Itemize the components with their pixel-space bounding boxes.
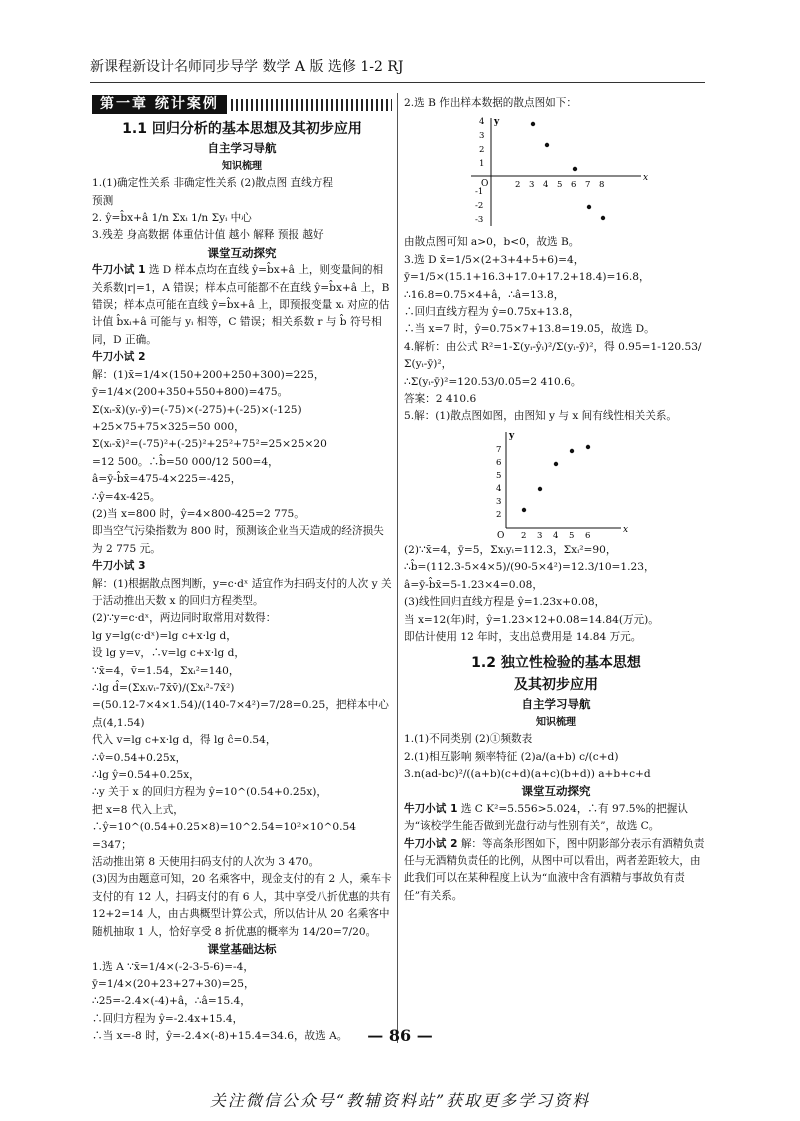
tick-x: 2 xyxy=(521,530,527,540)
page-number: — 86 — xyxy=(367,1026,433,1045)
subheading-knowledge: 知识梳理 xyxy=(222,160,262,172)
text-line: ȳ=1/5×(15.1+16.3+17.0+17.2+18.4)=16.8， xyxy=(404,271,650,284)
text-line: ∵x̄=4，v̄=1.54，Σxᵢ²=140， xyxy=(92,664,240,677)
text-line: ∴lg d̂=(Σxᵢvᵢ-7x̄v̄)/(Σxᵢ²-7x̄²) xyxy=(92,682,235,694)
tick-x: 6 xyxy=(571,180,577,191)
text-line: 代入 v=lg c+x·lg d，得 lg ĉ=0.54， xyxy=(92,734,277,747)
text-line: 活动推出第 8 天使用扫码支付的人次为 3 470。 xyxy=(92,856,320,869)
tick-y: -3 xyxy=(475,215,484,226)
tick-y: 2 xyxy=(496,509,502,520)
axis-y-label: y xyxy=(509,430,515,441)
section-title-1-1: 1.1 回归分析的基本思想及其初步应用 xyxy=(122,121,362,138)
tick-x: 5 xyxy=(569,530,575,540)
section-title-1-2b: 及其初步应用 xyxy=(514,677,598,694)
text-line: 3.n(ad-bc)²/((a+b)(c+d)(a+c)(b+d)) a+b+c+d xyxy=(404,767,651,780)
text-line: (2)当 x=800 时，ŷ=4×800-425=2 775。 xyxy=(92,507,305,520)
text-line: 4.解析：由公式 R²=1-Σ(yᵢ-ŷᵢ)²/Σ(yᵢ-ȳ)²，得 0.95=1-120.53/Σ(yᵢ-ȳ)²， xyxy=(404,340,702,371)
text-line: 即当空气污染指数为 800 时，预测该企业当天造成的经济损失为 2 775 元。 xyxy=(92,525,384,555)
data-point xyxy=(587,205,591,209)
text-line: ȳ=1/4×(200+350+550+800)=475。 xyxy=(92,386,289,399)
tick-y: 6 xyxy=(496,457,502,468)
text-line: 1.(1)确定性关系 非确定性关系 (2)散点图 直线方程 xyxy=(92,177,333,190)
tick-x: 8 xyxy=(599,180,605,191)
text-line: (3)因为由题意可知，20 名乘客中，现金支付的有 2 人，乘车卡支付的有 12 人，扫码支付的有 6 人，其中享受八折优惠的共有 12+2=14 人，由古典概型计算公式，所以估计从 20 名乘客中随机抽取 1 人，恰好享受 8 折优惠的概率为 14/20=7/20。 xyxy=(92,873,392,938)
trial-n1-label: 牛刀小试 1 xyxy=(404,802,458,815)
text-line: ∴回归直线方程为 ŷ=0.75x+13.8， xyxy=(404,306,580,319)
data-point xyxy=(586,445,590,449)
trial-2 xyxy=(92,349,392,366)
text-line: 3.残差 身高数据 体重估计值 越小 解释 预报 越好 xyxy=(92,229,324,242)
axis-y-label: y xyxy=(494,117,500,128)
scatter-plot-1 xyxy=(461,114,651,232)
tick-y: 2 xyxy=(479,145,485,156)
section-title-1-2a: 1.2 独立性检验的基本思想 xyxy=(471,655,641,672)
text-line: 1.(1)不同类别 (2)①频数表 xyxy=(404,733,533,746)
data-point xyxy=(531,122,535,126)
axis-x-label: x xyxy=(643,173,649,184)
trial-2-label: 牛刀小试 2 xyxy=(92,351,146,364)
tick-y: 5 xyxy=(496,470,502,481)
text-line: 当 x=12(年)时，ŷ=1.23×12+0.08=14.84(万元)。 xyxy=(404,613,659,626)
subheading-basics: 课堂基础达标 xyxy=(207,942,277,957)
text-line: ∴当 x=7 时，ŷ=0.75×7+13.8=19.05，故选 D。 xyxy=(404,323,655,336)
right-column xyxy=(404,95,708,905)
text-line: ∴16.8=0.75×4+â，∴â=13.8， xyxy=(404,288,565,301)
text-line: 把 x=8 代入上式，∴ŷ=10^(0.54+0.25×8)=10^2.54=10²×10^0.54 xyxy=(92,803,356,834)
text-line: 1.选 A ∵x̄=1/4×(-2-3-5-6)=-4， xyxy=(92,960,254,973)
q2-text: 2.选 B 作出样本数据的散点图如下： xyxy=(404,97,577,109)
tick-y: 1 xyxy=(479,159,485,170)
tick-x: 7 xyxy=(585,180,591,191)
text-line: (3)线性回归直线方程是 ŷ=1.23x+0.08， xyxy=(404,596,606,609)
tick-x: 5 xyxy=(557,180,563,191)
page-header: 新课程新设计名师同步导学 数学 A 版 选修 1-2 RJ xyxy=(90,56,705,83)
tick-x: 4 xyxy=(553,530,559,540)
text-line: ∴回归方程为 ŷ=-2.4x+15.4， xyxy=(92,1012,244,1025)
text-line: 解：(1)根据散点图判断，y=c·dˣ 适宜作为扫码支付的人次 y 关于活动推出天数 x 的回归方程类型。 xyxy=(92,577,392,607)
origin-label: O xyxy=(481,179,489,190)
text-line: Σ(xᵢ-x̄)(yᵢ-ȳ)=(-75)×(-275)+(-25)×(-125) xyxy=(92,403,302,416)
tick-y: 4 xyxy=(496,483,502,494)
tick-y: 3 xyxy=(479,131,485,142)
tick-x: 3 xyxy=(537,530,543,540)
tick-x: 4 xyxy=(543,180,549,191)
text-line: 预测 xyxy=(92,194,114,207)
tick-x: 3 xyxy=(529,180,535,191)
text-line: ∴y 关于 x 的回归方程为 ŷ=10^(0.54+0.25x)， xyxy=(92,786,328,799)
subheading-self-study-2: 自主学习导航 xyxy=(521,697,591,712)
q5-lines xyxy=(404,542,708,646)
text-line: (2)∵y=c·dˣ，两边同时取常用对数得： xyxy=(92,612,277,625)
text-line: 答案：2 410.6 xyxy=(404,393,477,406)
data-point xyxy=(545,143,549,147)
tick-y: 7 xyxy=(496,444,502,455)
chapter-heading xyxy=(92,95,392,114)
text-line: +25×75+75×325=50 000， xyxy=(92,420,245,433)
data-point xyxy=(601,216,605,220)
tick-x: 6 xyxy=(585,530,591,540)
data-point xyxy=(570,449,574,453)
trial-3-label: 牛刀小试 3 xyxy=(92,560,146,573)
subheading-classroom: 课堂互动探究 xyxy=(207,245,277,260)
text-line: 解：(1)x̄=1/4×(150+200+250+300)=225， xyxy=(92,368,325,381)
scatter-plot-2 xyxy=(481,428,631,540)
axis-x-label: x xyxy=(623,524,629,535)
column-divider xyxy=(397,93,398,1043)
text-line: 即估计使用 12 年时，支出总费用是 14.84 万元。 xyxy=(404,630,642,643)
q2-conclusion: 由散点图可知 a>0，b<0，故选 B。 xyxy=(404,236,580,249)
trial-1-text: 选 D 样本点均在直线 ŷ=b̂x+â 上，则变量间的相关系数|r|=1，A 错误；样本点可能都不在直线 ŷ=b̂x+â 上，B 错误；样本点可能在直线 ŷ=b̂x+â 上，即预报变量 xᵢ 对应的估计值 b̂xᵢ+â 可能与 yᵢ 相等，C 错误；相关系数 r 与 b̂ 符号相同，D 正确。 xyxy=(92,264,390,346)
text-line: =12 500。∴b̂=50 000/12 500=4， xyxy=(92,455,279,468)
data-point xyxy=(554,462,558,466)
trial-n2-label: 牛刀小试 2 xyxy=(404,837,458,850)
text-line: ∴ŷ=4x-425。 xyxy=(92,490,161,503)
text-line: 5.解：(1)散点图如图，由图知 y 与 x 间有线性相关关系。 xyxy=(404,410,678,423)
trial-n2 xyxy=(404,836,708,906)
trial-n1-text: 选 C K²=5.556>5.024，∴有 97.5%的把握认为“该校学生能否做到光盘行动与性别有关”，故选 C。 xyxy=(404,802,688,833)
trial-n2-text: 解：等高条形图如下，图中阴影部分表示有酒精负责任与无酒精负责任的比例，从图中可以看出，两者差距较大，由此我们可以在某种程度上认为“血液中含有酒精与事故负有责任”有关系。 xyxy=(404,837,705,902)
q3-q5-lines xyxy=(404,252,708,426)
text-line: 2. ŷ=b̂x+â 1/n Σxᵢ 1/n Σyᵢ 中心 xyxy=(92,212,252,225)
text-line: 2.(1)相互影响 频率特征 (2)a/(a+b) c/(c+d) xyxy=(404,750,619,763)
tick-y: -2 xyxy=(475,201,484,212)
trial-1-label: 牛刀小试 1 xyxy=(92,264,146,277)
trial-2-lines xyxy=(92,367,392,558)
text-line: ∴当 x=-8 时，ŷ=-2.4×(-8)+15.4=34.6，故选 A。 xyxy=(92,1030,348,1043)
text-line: â=ȳ-b̂x̄=475-4×225=-425， xyxy=(92,473,242,486)
left-column xyxy=(92,95,392,1046)
knowledge-lines-2 xyxy=(404,731,708,783)
data-point xyxy=(538,487,542,491)
text-line: ∴Σ(yᵢ-ȳ)²=120.53/0.05=2 410.6。 xyxy=(404,375,582,388)
trial-3 xyxy=(92,558,392,575)
text-line: ∴v̂=0.54+0.25x， xyxy=(92,751,187,764)
tick-y: -1 xyxy=(475,187,484,198)
text-line: ∴25=-2.4×(-4)+â，∴â=15.4， xyxy=(92,995,251,1008)
subheading-knowledge-2: 知识梳理 xyxy=(536,716,576,728)
knowledge-lines xyxy=(92,175,392,245)
text-line: lg y=lg(c·dˣ)=lg c+x·lg d， xyxy=(92,629,237,642)
text-line: â=ȳ-b̂x̄=5-1.23×4=0.08， xyxy=(404,578,543,591)
text-line: ∴b̂=(112.3-5×4×5)/(90-5×4²)=12.3/10=1.23， xyxy=(404,561,655,574)
trial-3-lines xyxy=(92,576,392,942)
trial-n1 xyxy=(404,801,708,836)
tick-y: 3 xyxy=(496,496,502,507)
text-line: 设 lg y=v，∴v=lg c+x·lg d， xyxy=(92,647,245,660)
tick-x: 2 xyxy=(515,180,521,191)
chapter-title: 第一章 统计案例 xyxy=(92,95,227,114)
text-line: =347； xyxy=(92,838,132,851)
subheading-self-study: 自主学习导航 xyxy=(207,141,277,156)
data-point xyxy=(522,508,526,512)
footer-note: 关注微信公众号“教辅资料站”获取更多学习资料 xyxy=(209,1091,591,1110)
text-line: (2)∵x̄=4，ȳ=5，Σxᵢyᵢ=112.3，Σxᵢ²=90， xyxy=(404,543,617,556)
text-line: =(50.12-7×4×1.54)/(140-7×4²)=7/28=0.25，把样本中心点(4,1.54) xyxy=(92,699,389,729)
text-line: 3.选 D x̄=1/5×(2+3+4+5+6)=4， xyxy=(404,253,585,266)
origin-label: O xyxy=(497,530,505,540)
trial-1 xyxy=(92,262,392,349)
text-line: ȳ=1/4×(20+23+27+30)=25， xyxy=(92,977,255,990)
text-line: Σ(xᵢ-x̄)²=(-75)²+(-25)²+25²+75²=25×25×20 xyxy=(92,438,327,451)
data-point xyxy=(573,167,577,171)
subheading-classroom-2: 课堂互动探究 xyxy=(521,784,591,799)
text-line: ∴lg ŷ=0.54+0.25x， xyxy=(92,769,200,782)
tick-y: 4 xyxy=(479,117,485,128)
